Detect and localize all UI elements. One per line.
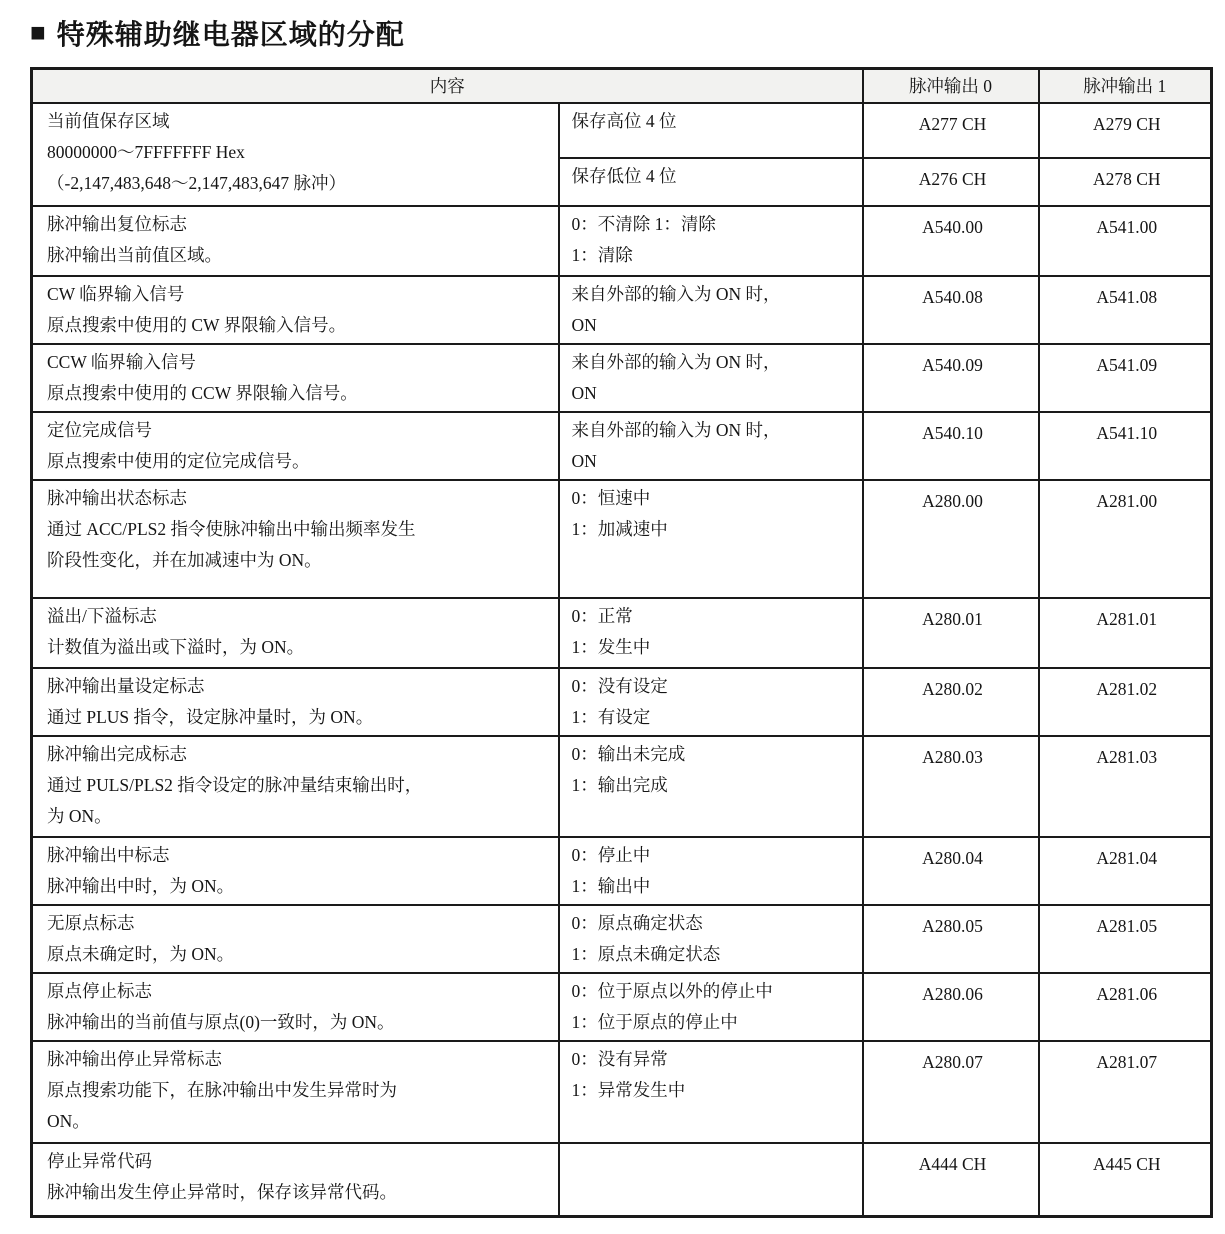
desc-line: CW 临界输入信号 [47,284,185,304]
value-line: 1：加减速中 [571,519,668,539]
desc-line: 通过 ACC/PLS2 指令使脉冲输出中输出频率发生 [47,519,416,539]
table-row [32,103,1212,158]
desc-line: 脉冲输出当前值区域。 [47,245,222,265]
desc-cell [32,276,559,344]
addr0-cell: A277 CH [863,103,1039,158]
addr0-cell: A444 CH [863,1143,1039,1216]
value-line: 0：正常 [571,606,633,626]
value-line: 0：位于原点以外的停止中 [571,981,773,1001]
value-line: ON [571,451,597,471]
value-line: ON [571,315,597,335]
desc-line: CCW 临界输入信号 [47,352,196,372]
addr0-cell: A280.00 [863,480,1039,598]
desc-line: 通过 PLUS 指令，设定脉冲量时，为 ON。 [47,707,374,727]
desc-cell [32,412,559,480]
desc-line: 阶段性变化，并在加减速中为 ON。 [47,550,322,570]
table-row [32,598,1212,668]
desc-line: 当前值保存区域 [47,111,170,131]
desc-cell [32,1041,559,1143]
addr0-cell: A280.03 [863,736,1039,837]
value-cell [559,905,863,973]
desc-line: ON。 [47,1111,90,1131]
addr1-cell: A281.04 [1039,837,1212,905]
table-row [32,1143,1212,1216]
desc-line: 无原点标志 [47,913,135,933]
addr1-cell: A281.02 [1039,668,1212,736]
table-row [32,206,1212,276]
desc-line: 计数值为溢出或下溢时，为 ON。 [47,637,305,657]
addr1-cell: A279 CH [1039,103,1212,158]
table-row [32,276,1212,344]
value-cell [559,276,863,344]
desc-line: 溢出/下溢标志 [47,606,157,626]
table-row [32,973,1212,1041]
value-line: 1：发生中 [571,637,651,657]
value-cell [559,1041,863,1143]
value-line: 来自外部的输入为 ON 时， [571,352,781,372]
value-cell [559,158,863,206]
table-row [32,837,1212,905]
desc-line: 原点搜索中使用的定位完成信号。 [47,451,310,471]
value-line: 保存高位 4 位 [571,111,677,131]
table-row [32,668,1212,736]
desc-line: 为 ON。 [47,806,112,826]
desc-cell [32,206,559,276]
value-cell [559,973,863,1041]
desc-line: 80000000～7FFFFFFF Hex [47,142,245,162]
addr1-cell: A541.08 [1039,276,1212,344]
value-line: 来自外部的输入为 ON 时， [571,420,781,440]
addr1-cell: A541.10 [1039,412,1212,480]
value-cell [559,1143,863,1216]
desc-line: 脉冲输出发生停止异常时，保存该异常代码。 [47,1182,397,1202]
addr1-cell: A281.05 [1039,905,1212,973]
addr1-cell: A281.06 [1039,973,1212,1041]
page-title-text: 特殊辅助继电器区域的分配 [56,20,405,51]
desc-line: 脉冲输出量设定标志 [47,676,205,696]
desc-line: 定位完成信号 [47,420,152,440]
addr0-cell: A276 CH [863,158,1039,206]
desc-cell [32,736,559,837]
desc-line: 停止异常代码 [47,1151,152,1171]
desc-cell [32,103,559,206]
desc-line: 脉冲输出状态标志 [47,488,187,508]
value-line: 1：输出中 [571,876,651,896]
addr0-cell: A280.04 [863,837,1039,905]
table-row [32,480,1212,598]
header-content: 内容 [32,69,863,104]
table-row [32,905,1212,973]
value-line: 保存低位 4 位 [571,166,677,186]
addr1-cell: A278 CH [1039,158,1212,206]
table-row [32,344,1212,412]
addr0-cell: A280.02 [863,668,1039,736]
desc-cell [32,598,559,668]
value-line: 0：原点确定状态 [571,913,703,933]
addr0-cell: A540.10 [863,412,1039,480]
addr1-cell: A281.03 [1039,736,1212,837]
desc-line: 脉冲输出的当前值与原点(0)一致时，为 ON。 [47,1012,395,1032]
value-line: 1：有设定 [571,707,651,727]
value-line: 0：没有设定 [571,676,668,696]
desc-line: 脉冲输出停止异常标志 [47,1049,222,1069]
desc-cell [32,1143,559,1216]
desc-cell [32,668,559,736]
addr0-cell: A280.05 [863,905,1039,973]
page-title [30,13,1225,53]
special-aux-relay-table [30,67,1213,1218]
section-square-icon: ■ [30,18,47,47]
value-cell [559,598,863,668]
value-cell [559,736,863,837]
desc-line: 原点搜索功能下，在脉冲输出中发生异常时为 [47,1080,397,1100]
value-cell [559,837,863,905]
desc-cell [32,344,559,412]
value-line: ON [571,383,597,403]
desc-line: 脉冲输出完成标志 [47,744,187,764]
desc-line: 脉冲输出中标志 [47,845,170,865]
value-line: 1：异常发生中 [571,1080,686,1100]
desc-line: 原点停止标志 [47,981,152,1001]
value-cell [559,103,863,158]
addr0-cell: A280.07 [863,1041,1039,1143]
addr0-cell: A540.09 [863,344,1039,412]
addr0-cell: A280.06 [863,973,1039,1041]
value-cell [559,344,863,412]
desc-cell [32,837,559,905]
value-line: 0：不清除 1：清除 [571,214,716,234]
value-cell [559,206,863,276]
desc-line: 通过 PULS/PLS2 指令设定的脉冲量结束输出时， [47,775,423,795]
desc-line: 脉冲输出中时，为 ON。 [47,876,235,896]
table-row [32,736,1212,837]
desc-line: 原点未确定时，为 ON。 [47,944,235,964]
header-pulse-output-0: 脉冲输出 0 [863,69,1039,104]
desc-cell [32,973,559,1041]
desc-cell [32,480,559,598]
value-line: 来自外部的输入为 ON 时， [571,284,781,304]
value-line: 1：原点未确定状态 [571,944,721,964]
desc-line: 原点搜索中使用的 CCW 界限输入信号。 [47,383,358,403]
addr1-cell: A541.09 [1039,344,1212,412]
addr1-cell: A541.00 [1039,206,1212,276]
desc-line: （-2,147,483,648～2,147,483,647 脉冲） [47,173,346,193]
value-line: 1：清除 [571,245,633,265]
value-line: 0：输出未完成 [571,744,686,764]
value-line: 1：位于原点的停止中 [571,1012,738,1032]
addr0-cell: A280.01 [863,598,1039,668]
value-line: 0：停止中 [571,845,651,865]
addr1-cell: A281.07 [1039,1041,1212,1143]
value-line: 0：没有异常 [571,1049,668,1069]
addr1-cell: A445 CH [1039,1143,1212,1216]
addr1-cell: A281.01 [1039,598,1212,668]
value-cell [559,480,863,598]
value-cell [559,668,863,736]
value-line: 1：输出完成 [571,775,668,795]
table-header-row [32,69,1212,104]
desc-line: 原点搜索中使用的 CW 界限输入信号。 [47,315,347,335]
desc-line: 脉冲输出复位标志 [47,214,187,234]
addr1-cell: A281.00 [1039,480,1212,598]
addr0-cell: A540.00 [863,206,1039,276]
table-row [32,1041,1212,1143]
value-line: 0：恒速中 [571,488,651,508]
addr0-cell: A540.08 [863,276,1039,344]
value-cell [559,412,863,480]
table-row [32,412,1212,480]
desc-cell [32,905,559,973]
header-pulse-output-1: 脉冲输出 1 [1039,69,1212,104]
